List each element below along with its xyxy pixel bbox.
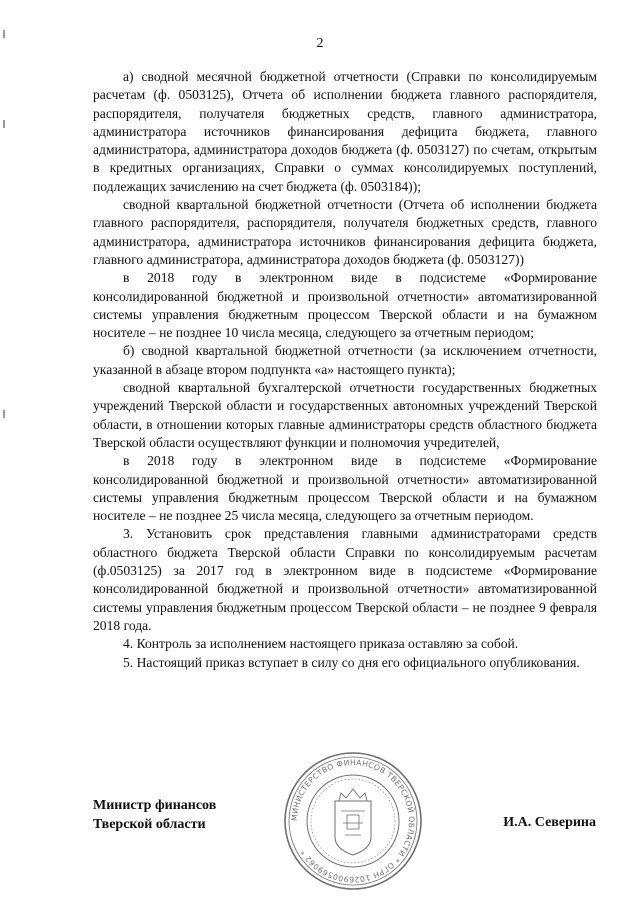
paragraph-deadline-10: в 2018 году в электронном виде в подсистеме «Формирование консолидированной бюджетной и произвольной отчетности» автоматизированной системы управления бюджетным процессом Тверской области и на бумажном носителе – не позднее 10 числа месяца, следующего за отчетным периодом; [93,270,597,341]
paragraph-5: 5. Настоящий приказ вступает в силу со дня его официального опубликования. [123,654,580,670]
paragraph-deadline-25: в 2018 году в электронном виде в подсистеме «Формирование консолидированной бюджетной и произвольной отчетности» автоматизированной системы управления бюджетным процессом Тверской области и на бумажном носителе – не позднее 25 числа месяца, следующего за отчетным периодом. [93,453,597,524]
paragraph-a: а) сводной месячной бюджетной отчетности (Справки по консолидируемым расчетам (ф. 0503125), Отчета об исполнении бюджета главного распорядителя, распорядителя, получателя бюджетных средств, главного администратора, администратора источников финансирования дефицита бюджета, главного администратора, администратора доходов бюджета (ф. 0503127) по счетам, открытым в кредитных организациях, Справки о суммах консолидируемых поступлений, подлежащих зачислению на счет бюджета (ф. 0503184)); [93,69,597,194]
seal-text: МИНИСТЕРСТВО ФИНАНСОВ ТВЕРСКОЙ ОБЛАСТИ * ОГРН 1026900569062 * [289,757,417,885]
paragraph-quarterly-accounting: сводной квартальной бухгалтерской отчетности государственных бюджетных учреждений Тверской области и государственных автономных учреждений Тверской области, в отношении которых главные администраторы средств областного бюджета Тверской области осуществляют функции и полномочия учредителей, [93,380,597,450]
paragraph-4: 4. Контроль за исполнением настоящего приказа оставляю за собой. [123,636,519,652]
scan-margin-mark [3,120,5,128]
signatory-position-line2: Тверской области [93,817,206,832]
svg-text:МИНИСТЕРСТВО ФИНАНСОВ ТВЕРСКОЙ [290,758,416,884]
paragraph-3: 3. Установить срок представления главными администраторами средств областного бюджета Тверской области Справки по консолидируемым расчетам (ф.0503125) за 2017 год в электронном виде в подсистеме «Формирование консолидированной бюджетной и произвольной отчетности» автоматизированной системы управления бюджетным процессом Тверской области – не позднее 9 февраля 2018 года. [93,526,597,633]
signatory-position [93,796,216,834]
signatory-name: И.А. Северина [503,815,596,830]
paragraph-b: б) сводной квартальной бюджетной отчетности (за исключением отчетности, указанной в абзаце втором подпункта «а» настоящего пункта); [93,343,597,377]
page-number: 2 [316,36,324,51]
scan-margin-mark [3,410,5,418]
signatory-position-line1: Министр финансов [93,798,217,813]
document-body [93,68,597,672]
official-seal-icon [283,751,423,891]
paragraph-quarterly-budget: сводной квартальной бюджетной отчетности (Отчета об исполнении бюджета главного распорядителя, распорядителя, получателя бюджетных средств, главного администратора, администратора источников финансирования дефицита бюджета, главного администратора, администратора доходов бюджета (ф. 0503127)) [93,197,597,267]
